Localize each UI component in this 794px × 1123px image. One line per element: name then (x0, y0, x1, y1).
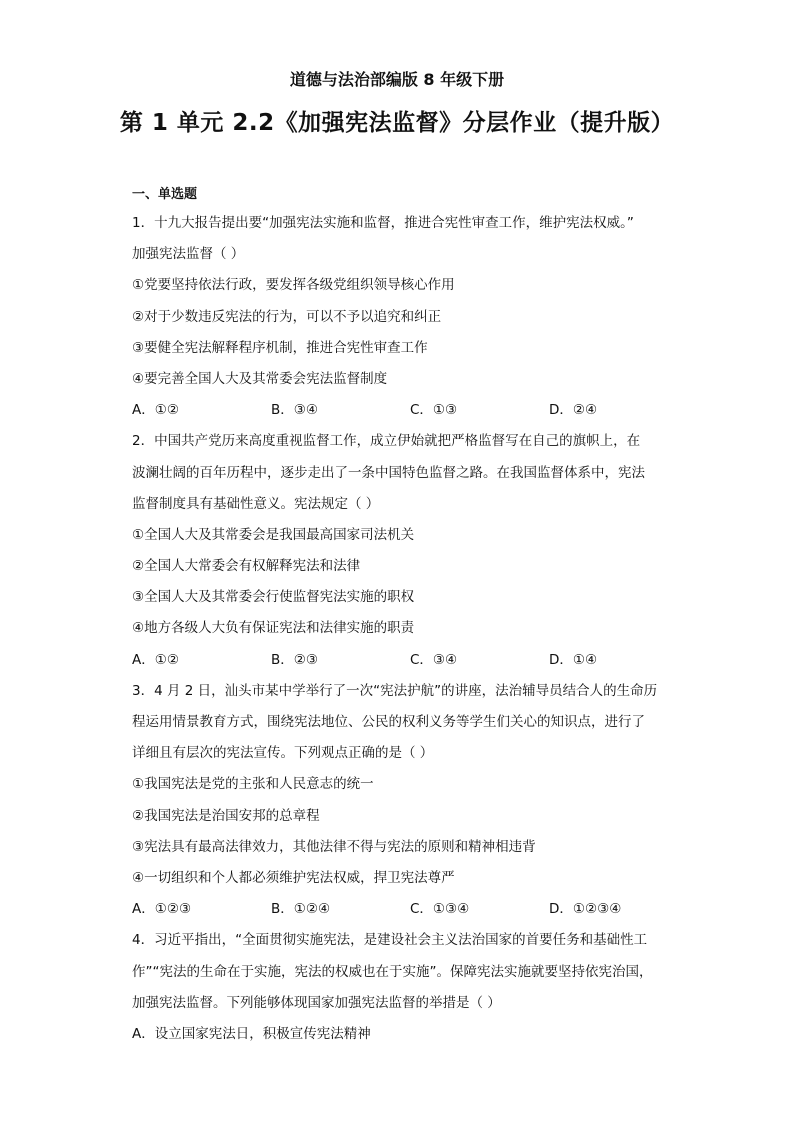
choice-d: D．①④ (549, 651, 598, 668)
choice-c: C．①③④ (410, 901, 470, 918)
statement-line: ②对于少数违反宪法的行为，可以不予以追究和纠正 (132, 308, 442, 325)
statement-line: ③要健全宪法解释程序机制，推进合宪性审查工作 (132, 339, 428, 356)
statement-line: ①全国人大及其常委会是我国最高国家司法机关 (132, 526, 415, 543)
statement-line: ①党要坚持依法行政，要发挥各级党组织领导核心作用 (132, 277, 455, 294)
choice-c: C．③④ (410, 651, 458, 668)
choice-d: D．②④ (549, 402, 598, 419)
statement-line: ②我国宪法是治国安邦的总章程 (132, 807, 320, 824)
question-text-line: 加强宪法监督。下列能够体现国家加强宪法监督的举措是（ ） (132, 994, 501, 1011)
statement-line: ③宪法具有最高法律效力，其他法律不得与宪法的原则和精神相违背 (132, 838, 536, 855)
choice-b: B．②③ (271, 651, 318, 668)
choice-a: A．设立国家宪法日，积极宣传宪法精神 (132, 1025, 371, 1042)
question-text-line: 4．习近平指出，“全面贯彻实施宪法，是建设社会主义法治国家的首要任务和基础性工 (132, 932, 648, 949)
choice-a: A．①② (132, 402, 179, 419)
question-4 (132, 925, 672, 1050)
statement-line: ②全国人大常委会有权解释宪法和法律 (132, 558, 361, 575)
question-text-line: 程运用情景教育方式，围绕宪法地位、公民的权利义务等学生们关心的知识点，进行了 (132, 714, 645, 730)
choice-c: C．①③ (410, 402, 458, 419)
choice-b: B．①②④ (271, 901, 331, 918)
question-2 (132, 426, 672, 676)
document-content (132, 182, 672, 1050)
statement-line: ④要完善全国人大及其常委会宪法监督制度 (132, 370, 388, 387)
choice-d: D．①②③④ (549, 901, 622, 918)
question-text-line: 监督制度具有基础性意义。宪法规定（ ） (132, 495, 380, 512)
question-text-line: 波澜壮阔的百年历程中，逐步走出了一条中国特色监督之路。在我国监督体系中，宪法 (132, 464, 645, 481)
statement-line: ④一切组织和个人都必须维护宪法权威，捍卫宪法尊严 (132, 869, 455, 886)
choice-b: B．③④ (271, 402, 318, 419)
question-text-line: 2．中国共产党历来高度重视监督工作，成立伊始就把严格监督写在自己的旗帜上，在 (132, 433, 641, 450)
section-title: 一、单选题 (132, 187, 198, 202)
choice-a: A．①②③ (132, 901, 192, 918)
question-3 (132, 676, 672, 926)
question-text-line: 1．十九大报告提出要“加强宪法实施和监督，推进合宪性审查工作，维护宪法权威。” (132, 215, 634, 231)
question-text-line: 3．4 月 2 日，汕头市某中学举行了一次“宪法护航”的讲座，法治辅导员结合人的生命历 (132, 682, 658, 699)
question-text-line: 加强宪法监督（ ） (132, 246, 245, 263)
answer-choices (132, 894, 672, 925)
statement-line: ③全国人大及其常委会行使监督宪法实施的职权 (132, 589, 415, 606)
choice-a: A．①② (132, 651, 179, 668)
answer-choices (132, 395, 672, 426)
question-1 (132, 208, 672, 426)
question-text-line: 作”“宪法的生命在于实施，宪法的权威也在于实施”。保障宪法实施就要坚持依宪治国， (132, 963, 653, 980)
answer-choices (132, 645, 672, 676)
statement-line: ①我国宪法是党的主张和人民意志的统一 (132, 776, 374, 793)
question-text-line: 详细且有层次的宪法宣传。下列观点正确的是（ ） (132, 745, 434, 762)
document-subtitle: 道德与法治部编版 8 年级下册 (289, 70, 505, 89)
statement-line: ④地方各级人大负有保证宪法和法律实施的职责 (132, 620, 415, 637)
document-title: 第 1 单元 2.2《加强宪法监督》分层作业（提升版） (119, 110, 675, 136)
